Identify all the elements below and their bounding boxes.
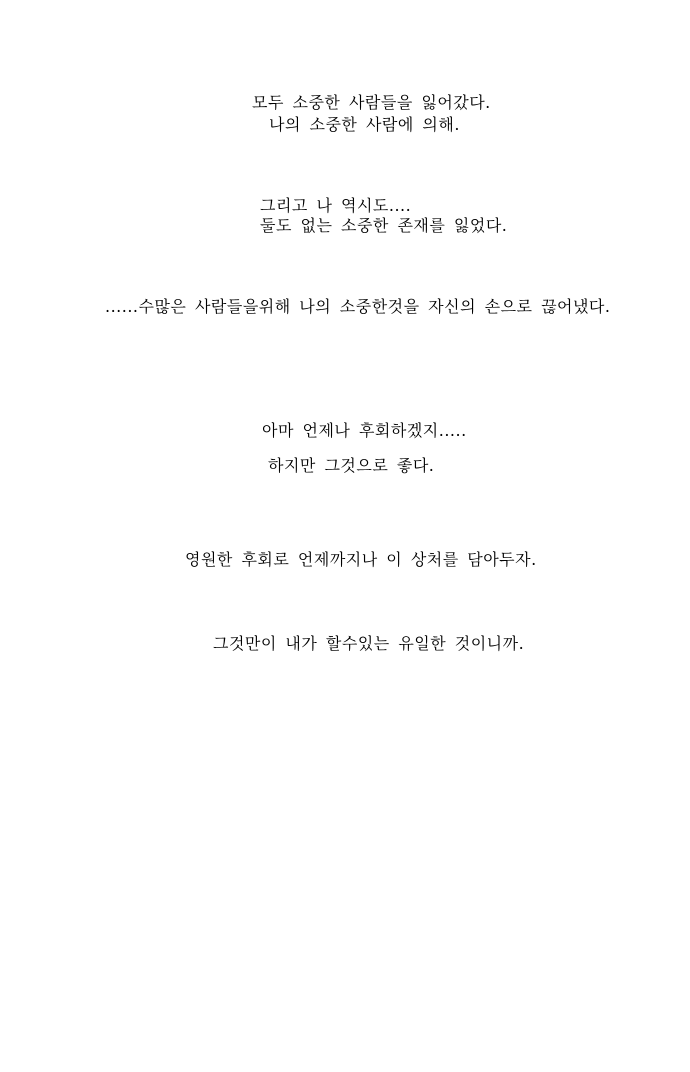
monologue-line-2: 나의 소중한 사람에 의해.	[269, 115, 460, 134]
monologue-line-7: 하지만 그것으로 좋다.	[268, 456, 435, 475]
monologue-line-3: 그리고 나 역시도....	[260, 196, 412, 215]
monologue-line-6: 아마 언제나 후회하겠지.....	[262, 421, 467, 440]
monologue-line-4: 둘도 없는 소중한 존재를 잃었다.	[260, 216, 508, 235]
monologue-line-8: 영원한 후회로 언제까지나 이 상처를 담아두자.	[185, 550, 537, 569]
monologue-line-9: 그것만이 내가 할수있는 유일한 것이니까.	[213, 634, 525, 653]
monologue-line-1: 모두 소중한 사람들을 잃어갔다.	[252, 93, 491, 112]
monologue-line-5: ......수많은 사람들을위해 나의 소중한것을 자신의 손으로 끊어냈다.	[105, 297, 611, 316]
